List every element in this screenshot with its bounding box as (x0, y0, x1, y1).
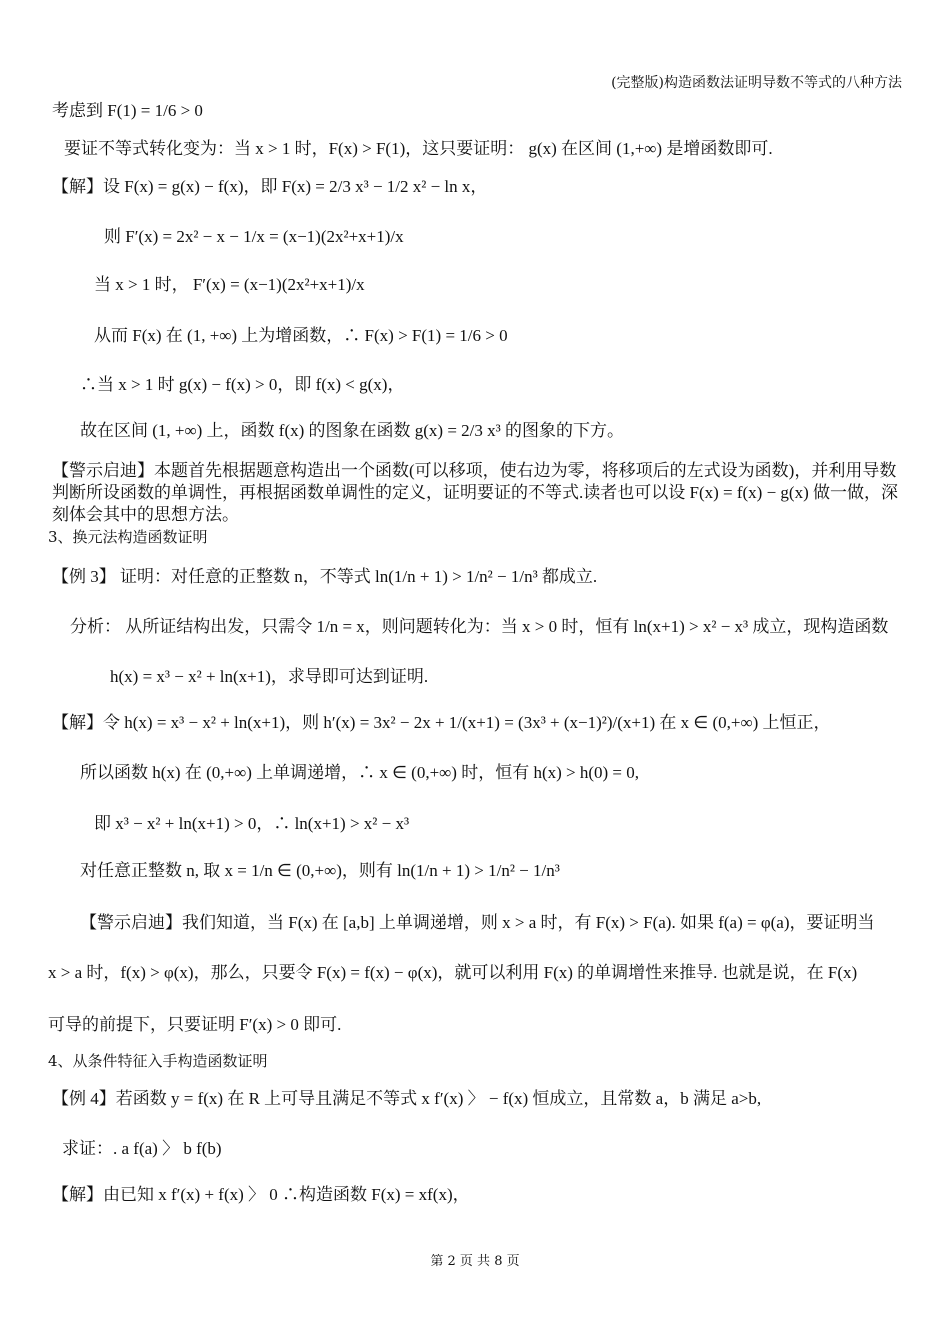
text-line: 当 x > 1 时， F′(x) = (x−1)(2x²+x+1)/x (94, 275, 365, 294)
section-heading: 4、从条件特征入手构造函数证明 (48, 1052, 268, 1070)
page-header: (完整版)构造函数法证明导数不等式的八种方法 (611, 75, 902, 91)
solution-line: 【解】由已知 x f′(x) + f(x) 〉 0 ∴构造函数 F(x) = xf(x)， (52, 1185, 470, 1204)
solution-line: 【解】设 F(x) = g(x) − f(x)，即 F(x) = 2/3 x³ − 1/2 x² − ln x， (52, 177, 488, 196)
example-4: 【例 4】若函数 y = f(x) 在 R 上可导且满足不等式 x f′(x) 〉 − f(x) 恒成立，且常数 a，b 满足 a>b, (52, 1089, 762, 1108)
page-footer: 第 2 页 共 8 页 (430, 1254, 520, 1269)
text-line: ∴当 x > 1 时 g(x) − f(x) > 0，即 f(x) < g(x)， (80, 375, 405, 394)
text-line: 求证：. a f(a) 〉 b f(b) (62, 1139, 222, 1158)
text-line: 考虑到 F(1) = 1/6 > 0 (52, 101, 203, 120)
text-line: 要证不等式转化变为：当 x > 1 时，F(x) > F(1)，这只要证明： g(x) 在区间 (1,+∞) 是增函数即可. (64, 139, 773, 158)
text-line: 对任意正整数 n, 取 x = 1/n ∈ (0,+∞)，则有 ln(1/n + 1) > 1/n² − 1/n³ (80, 861, 560, 880)
analysis-line: 分析： 从所证结构出发，只需令 1/n = x，则问题转化为：当 x > 0 时，恒有 ln(x+1) > x² − x³ 成立，现构造函数 (70, 617, 889, 636)
text-line: 故在区间 (1, +∞) 上，函数 f(x) 的图象在函数 g(x) = 2/3 x³ 的图象的下方。 (80, 421, 624, 440)
section-heading: 3、换元法构造函数证明 (48, 528, 208, 546)
hint-paragraph: 【警示启迪】本题首先根据题意构造出一个函数(可以移项，使右边为零，将移项后的左式设为函数)，并利用导数判断所设函数的单调性，再根据函数单调性的定义，证明要证的不等式.读者也可以设 F(x) = f(x) − g(x) 做一做，深刻体会其中的思想方法。 (52, 461, 899, 524)
text-line: 即 x³ − x² + ln(x+1) > 0，∴ ln(x+1) > x² − x³ (94, 814, 410, 833)
hint-line: 可导的前提下，只要证明 F′(x) > 0 即可. (48, 1015, 342, 1034)
text-line: h(x) = x³ − x² + ln(x+1)，求导即可达到证明. (110, 667, 429, 686)
hint-line: x > a 时，f(x) > φ(x)，那么，只要令 F(x) = f(x) − φ(x)，就可以利用 F(x) 的单调增性来推导. 也就是说，在 F(x) (48, 963, 858, 982)
derivative-line: 则 F′(x) = 2x² − x − 1/x = (x−1)(2x²+x+1)/x (104, 227, 404, 246)
solution-line: 【解】令 h(x) = x³ − x² + ln(x+1)，则 h′(x) = 3x² − 2x + 1/(x+1) = (3x³ + (x−1)²)/(x+1) 在 x ∈ (0,+∞) 上恒正， (52, 713, 831, 732)
text-line: 所以函数 h(x) 在 (0,+∞) 上单调递增，∴ x ∈ (0,+∞) 时，恒有 h(x) > h(0) = 0, (80, 763, 640, 782)
example-3: 【例 3】 证明：对任意的正整数 n，不等式 ln(1/n + 1) > 1/n² − 1/n³ 都成立. (52, 567, 598, 586)
text-line: 从而 F(x) 在 (1, +∞) 上为增函数，∴ F(x) > F(1) = 1/6 > 0 (94, 326, 508, 345)
hint-line: 【警示启迪】我们知道，当 F(x) 在 [a,b] 上单调递增，则 x > a 时，有 F(x) > F(a). 如果 f(a) = φ(a)，要证明当 (80, 913, 875, 932)
